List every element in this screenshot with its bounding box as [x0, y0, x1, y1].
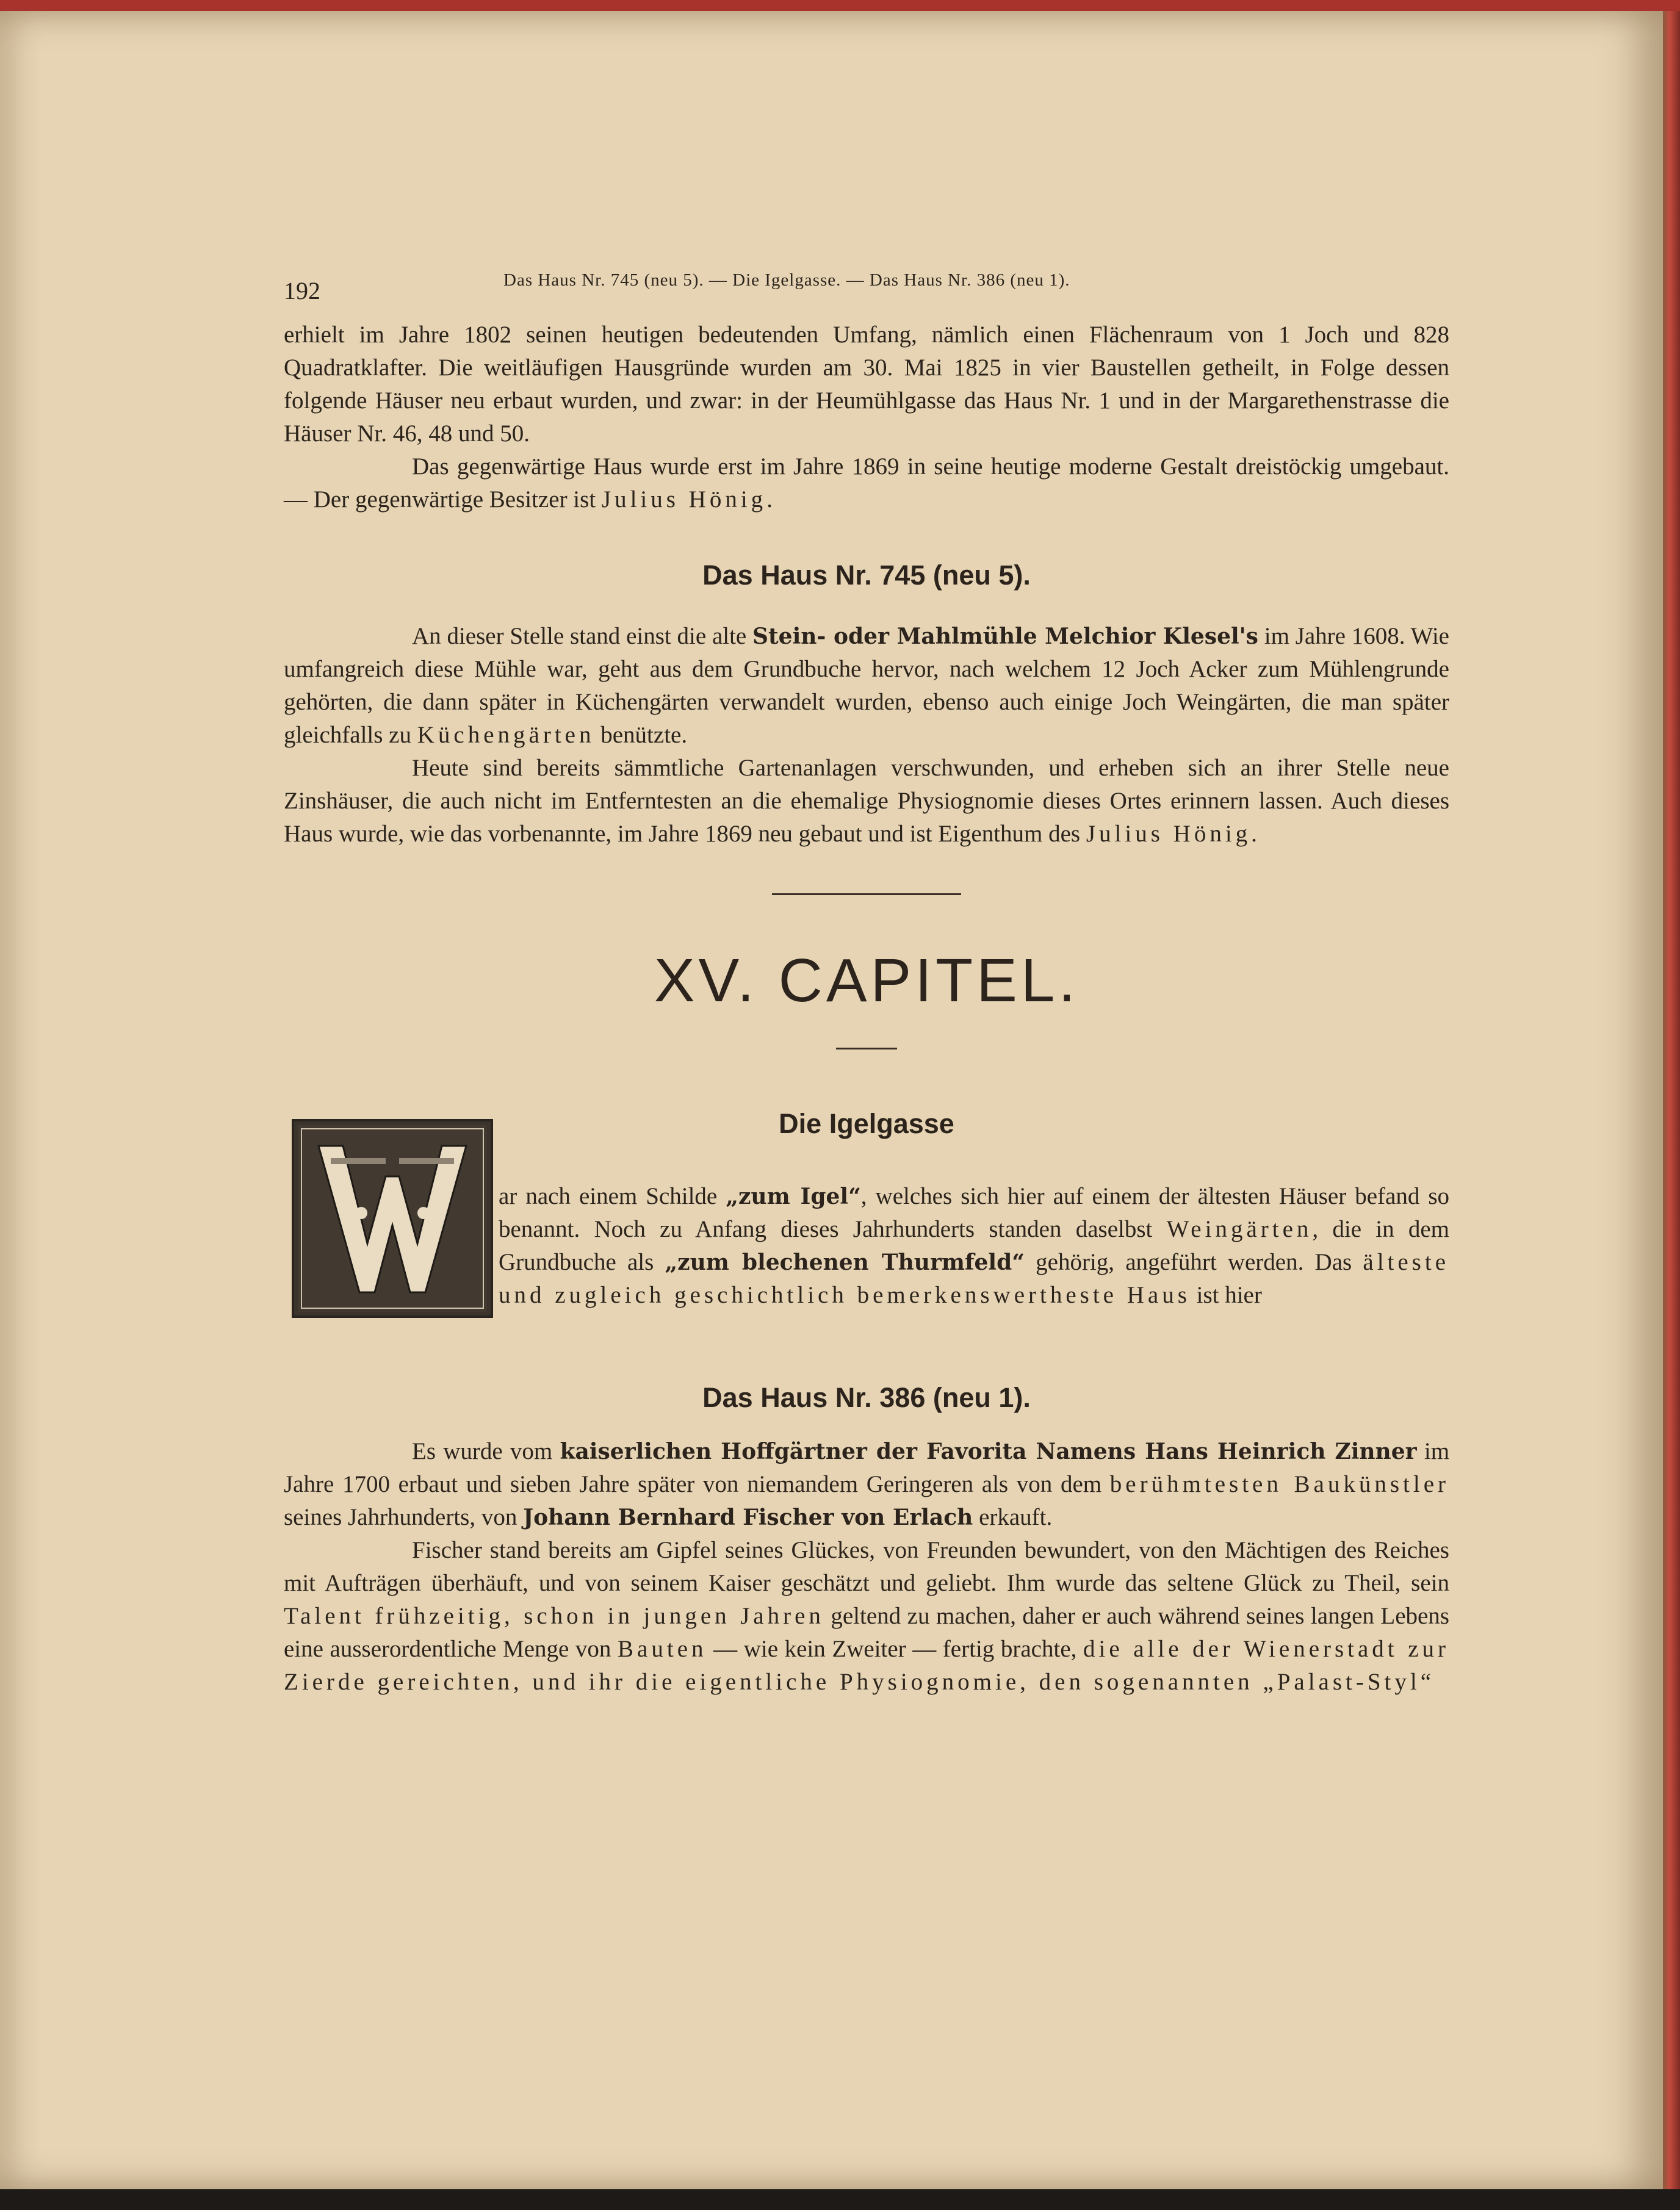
scan-background [0, 2189, 1680, 2210]
owner-name: Julius Hönig [601, 486, 767, 513]
fraktur-name: Stein- oder Mahlmühle Melchior Klesel's [752, 624, 1258, 649]
chapter-title: XV. CAPITEL. [654, 946, 1080, 1015]
section-heading: Das Haus Nr. 745 (neu 5). [702, 560, 1031, 591]
drop-cap-letter [294, 1121, 295, 1122]
paragraph: Fischer stand bereits am Gipfel seines Glückes, von Freunden bewundert, von den Mächtigen des Reiches mit Aufträgen überhäuft, und von seinem Kaiser geschätzt und geliebt. Ihm wurde das seltene Glück zu Theil, sein Talent frühzeitig, schon in jungen Jahren geltend zu machen, daher er auch während seines langen Lebens eine ausserordentliche Menge von Bauten — wie kein Zweiter — fertig brachte, die alle der Wienerstadt zur Zierde gereichten, und ihr die eigentliche Physiognomie, den sogenannten „Palast-Styl“ [284, 1537, 1450, 1695]
running-head [284, 232, 1449, 304]
section-divider [772, 893, 961, 895]
page-content [284, 232, 1449, 1699]
running-title: Das Haus Nr. 745 (neu 5). — Die Igelgasse. — Das Haus Nr. 386 (neu 1). [503, 270, 1070, 290]
book-fore-edge [1663, 11, 1680, 2189]
paragraph: Heute sind bereits sämmtliche Gartenanlagen verschwunden, und erheben sich an ihrer Stelle neue Zinshäuser, die auch nicht im Entferntesten an die ehemalige Physiognomie dieses Ortes erinnern lassen. Auch dieses Haus wurde, wie das vorbenannte, im Jahre 1869 neu gebaut und ist Eigenthum des Julius Hönig. [284, 755, 1449, 847]
paragraph: An dieser Stelle stand einst die alte Stein- oder Mahlmühle Melchior Klesel's im Jahre 1608. Wie umfangreich diese Mühle war, geht aus dem Grundbuche hervor, nach welchem 12 Joch Acker zum Mühlengrunde gehörten, die dann später in Küchengärten verwandelt wurden, ebenso auch einige Joch Weingärten, die man später gleichfalls zu Küchengärten benützte. [284, 623, 1449, 748]
paragraph: Das gegenwärtige Haus wurde erst im Jahre 1869 in seine heutige moderne Gestalt dreistöckig umgebaut. — Der gegenwärtige Besitzer ist Julius Hönig. [284, 453, 1449, 513]
paragraph: Es wurde vom kaiserlichen Hoffgärtner der Favorita Namens Hans Heinrich Zinner im Jahre 1700 erbaut und sieben Jahre später von niemandem Geringeren als von dem berühmtesten Baukünstler seines Jahrhunderts, von Johann Bernhard Fischer von Erlach erkauft. [284, 1438, 1450, 1530]
page-number: 192 [284, 277, 320, 304]
paragraph: ar nach einem Schilde „zum Igel“, welches sich hier auf einem der ältesten Häuser befand so benannt. Noch zu Anfang dieses Jahrhunderts standen daselbst Weingärten, die in dem Grundbuche als „zum blechenen Thurmfeld“ gehörig, angeführt werden. Das älteste und zugleich geschichtlich bemerkenswertheste Haus ist hier [499, 1183, 1450, 1308]
section-heading: Das Haus Nr. 386 (neu 1). [702, 1382, 1031, 1413]
book-cover-top-edge [0, 0, 1680, 11]
ornamental-w-icon [294, 1121, 491, 1316]
drop-cap-paragraph [284, 1140, 1449, 1348]
paragraph: erhielt im Jahre 1802 seinen heutigen bedeutenden Umfang, nämlich einen Flächenraum von 1 Joch und 828 Quadratklafter. Die weitläufigen Hausgründe wurden am 30. Mai 1825 in vier Baustellen getheilt, in Folge dessen folgende Häuser neu erbaut wurden, und zwar: in der Heumühlgasse das Haus Nr. 1 und in der Margarethenstrasse die Häuser Nr. 46, 48 und 50. [284, 322, 1449, 447]
drop-cap-ornament [292, 1119, 493, 1318]
chapter-heading: Die Igelgasse [779, 1108, 954, 1139]
chapter-divider [836, 1048, 897, 1049]
owner-name: Julius Hönig [1086, 821, 1252, 847]
